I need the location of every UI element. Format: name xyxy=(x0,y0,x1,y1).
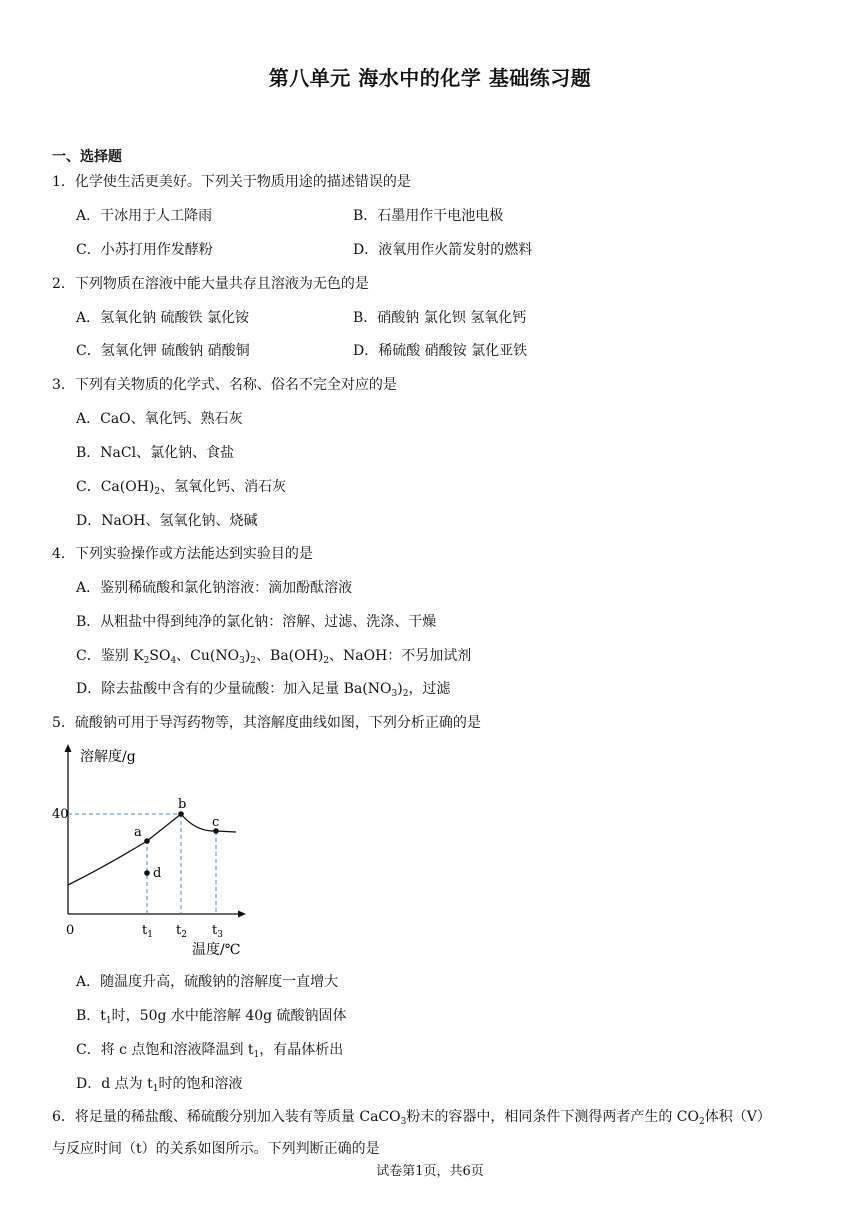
text: ) xyxy=(397,681,403,697)
question-5-option-d xyxy=(76,1075,242,1093)
text: ) xyxy=(244,648,251,664)
text: SO xyxy=(149,648,171,664)
text: C．鉴别 K xyxy=(76,648,144,664)
point-c-label: c xyxy=(212,815,220,830)
x-tick-t2-sub: 2 xyxy=(181,930,187,940)
question-2-option-c: C．氢氧化钾 硫酸钠 硝酸铜 xyxy=(76,343,250,359)
point-a xyxy=(144,838,150,844)
question-4-option-c xyxy=(76,647,471,665)
text: 、NaOH：不另加试剂 xyxy=(329,648,472,664)
text: 6．将足量的稀盐酸、稀硫酸分别加入装有等质量 CaCO xyxy=(52,1109,401,1125)
question-3-option-b: B．NaCl、氯化钠、食盐 xyxy=(76,445,235,461)
x-axis-label: 温度/℃ xyxy=(192,942,241,958)
y-tick-40: 40 xyxy=(52,807,69,822)
subscript: 2 xyxy=(250,656,257,666)
subscript: 2 xyxy=(143,656,150,666)
question-3-option-c xyxy=(76,478,286,496)
text: D．d 点为 t xyxy=(76,1076,153,1092)
x-tick-t1 xyxy=(142,923,153,940)
subscript: 3 xyxy=(239,656,245,666)
question-1-option-c: C．小苏打用作发酵粉 xyxy=(76,242,213,258)
question-5-option-a: A．随温度升高，硫酸钠的溶解度一直增大 xyxy=(76,974,339,990)
x-tick-t2-base: t xyxy=(176,923,182,938)
question-1-option-b: B．石墨用作干电池电极 xyxy=(353,208,504,224)
question-4-stem: 4．下列实验操作或方法能达到实验目的是 xyxy=(52,546,313,562)
solubility-curve xyxy=(68,814,236,885)
question-4-option-b: B．从粗盐中得到纯净的氯化钠：溶解、过滤、洗涤、干燥 xyxy=(76,614,437,630)
text: 时的饱和溶液 xyxy=(158,1076,243,1092)
subscript: 1 xyxy=(253,1050,260,1060)
question-3-option-d: D．NaOH、氢氧化钠、烧碱 xyxy=(76,513,258,529)
text: 体积（V） xyxy=(704,1109,771,1125)
subscript: 3 xyxy=(391,689,398,699)
page-title: 第八单元 海水中的化学 基础练习题 xyxy=(268,66,592,90)
text: 、氢氧化钙、消石灰 xyxy=(160,479,287,495)
text: C．将 c 点饱和溶液降温到 t xyxy=(76,1042,254,1058)
question-5-stem: 5．硫酸钠可用于导泻药物等，其溶解度曲线如图，下列分析正确的是 xyxy=(52,715,481,731)
point-b-label: b xyxy=(178,797,187,812)
point-a-label: a xyxy=(134,825,142,840)
text: ，过滤 xyxy=(408,681,451,697)
question-6-stem-line1 xyxy=(52,1108,771,1126)
question-2-stem: 2．下列物质在溶液中能大量共存且溶液为无色的是 xyxy=(52,276,369,292)
subscript: 1 xyxy=(152,1084,159,1094)
x-tick-t3-sub: 3 xyxy=(217,930,223,940)
question-4-option-a: A．鉴别稀硫酸和氯化钠溶液：滴加酚酞溶液 xyxy=(76,580,353,596)
text: B．t xyxy=(76,1008,106,1024)
question-1-option-d: D．液氧用作火箭发射的燃料 xyxy=(353,242,533,258)
question-2-option-d: D．稀硫酸 硝酸铵 氯化亚铁 xyxy=(353,343,528,359)
subscript: 3 xyxy=(400,1117,407,1127)
question-1-stem: 1．化学使生活更美好。下列关于物质用途的描述错误的是 xyxy=(52,174,411,190)
subscript: 1 xyxy=(105,1016,112,1026)
text: 、Cu(NO xyxy=(176,648,240,664)
text: 时，50g 水中能溶解 40g 硫酸钠固体 xyxy=(111,1008,347,1024)
question-2-option-a: A．氢氧化钠 硫酸铁 氯化铵 xyxy=(76,310,250,326)
y-axis-label: 溶解度/g xyxy=(80,749,136,765)
x-tick-t3 xyxy=(212,923,223,940)
x-tick-t1-base: t xyxy=(142,923,148,938)
x-tick-t3-base: t xyxy=(212,923,218,938)
subscript: 4 xyxy=(170,656,177,666)
subscript: 2 xyxy=(698,1117,705,1127)
subscript: 2 xyxy=(402,689,409,699)
question-3-option-a: A．CaO、氧化钙、熟石灰 xyxy=(76,411,243,427)
text: C．Ca(OH) xyxy=(76,479,155,495)
x-axis-arrow xyxy=(238,911,246,918)
section-heading: 一、选择题 xyxy=(52,149,122,165)
question-5-option-b xyxy=(76,1007,347,1025)
text: 粉末的容器中，相同条件下测得两者产生的 CO xyxy=(406,1109,699,1125)
page-footer: 试卷第1页，共6页 xyxy=(376,1164,484,1179)
point-d-label: d xyxy=(153,866,162,881)
x-tick-t1-sub: 1 xyxy=(147,930,153,940)
origin-label: 0 xyxy=(66,923,75,938)
text: 、Ba(OH) xyxy=(256,648,324,664)
question-5-option-c xyxy=(76,1041,343,1059)
question-6-stem-line2: 与反应时间（t）的关系如图所示。下列判断正确的是 xyxy=(52,1141,380,1157)
x-tick-t2 xyxy=(176,923,187,940)
y-axis-arrow xyxy=(65,744,72,752)
question-1-option-a: A．干冰用于人工降雨 xyxy=(76,208,213,224)
text: ，有晶体析出 xyxy=(259,1042,344,1058)
subscript: 2 xyxy=(154,487,161,497)
question-3-stem: 3．下列有关物质的化学式、名称、俗名不完全对应的是 xyxy=(52,377,397,393)
subscript: 2 xyxy=(323,656,330,666)
text: D．除去盐酸中含有的少量硫酸：加入足量 Ba(NO xyxy=(76,681,392,697)
point-b xyxy=(178,811,184,817)
question-4-option-d xyxy=(76,680,450,698)
solubility-chart xyxy=(46,740,276,962)
question-2-option-b: B．硝酸钠 氯化钡 氢氧化钙 xyxy=(353,310,527,326)
point-d xyxy=(144,870,150,876)
